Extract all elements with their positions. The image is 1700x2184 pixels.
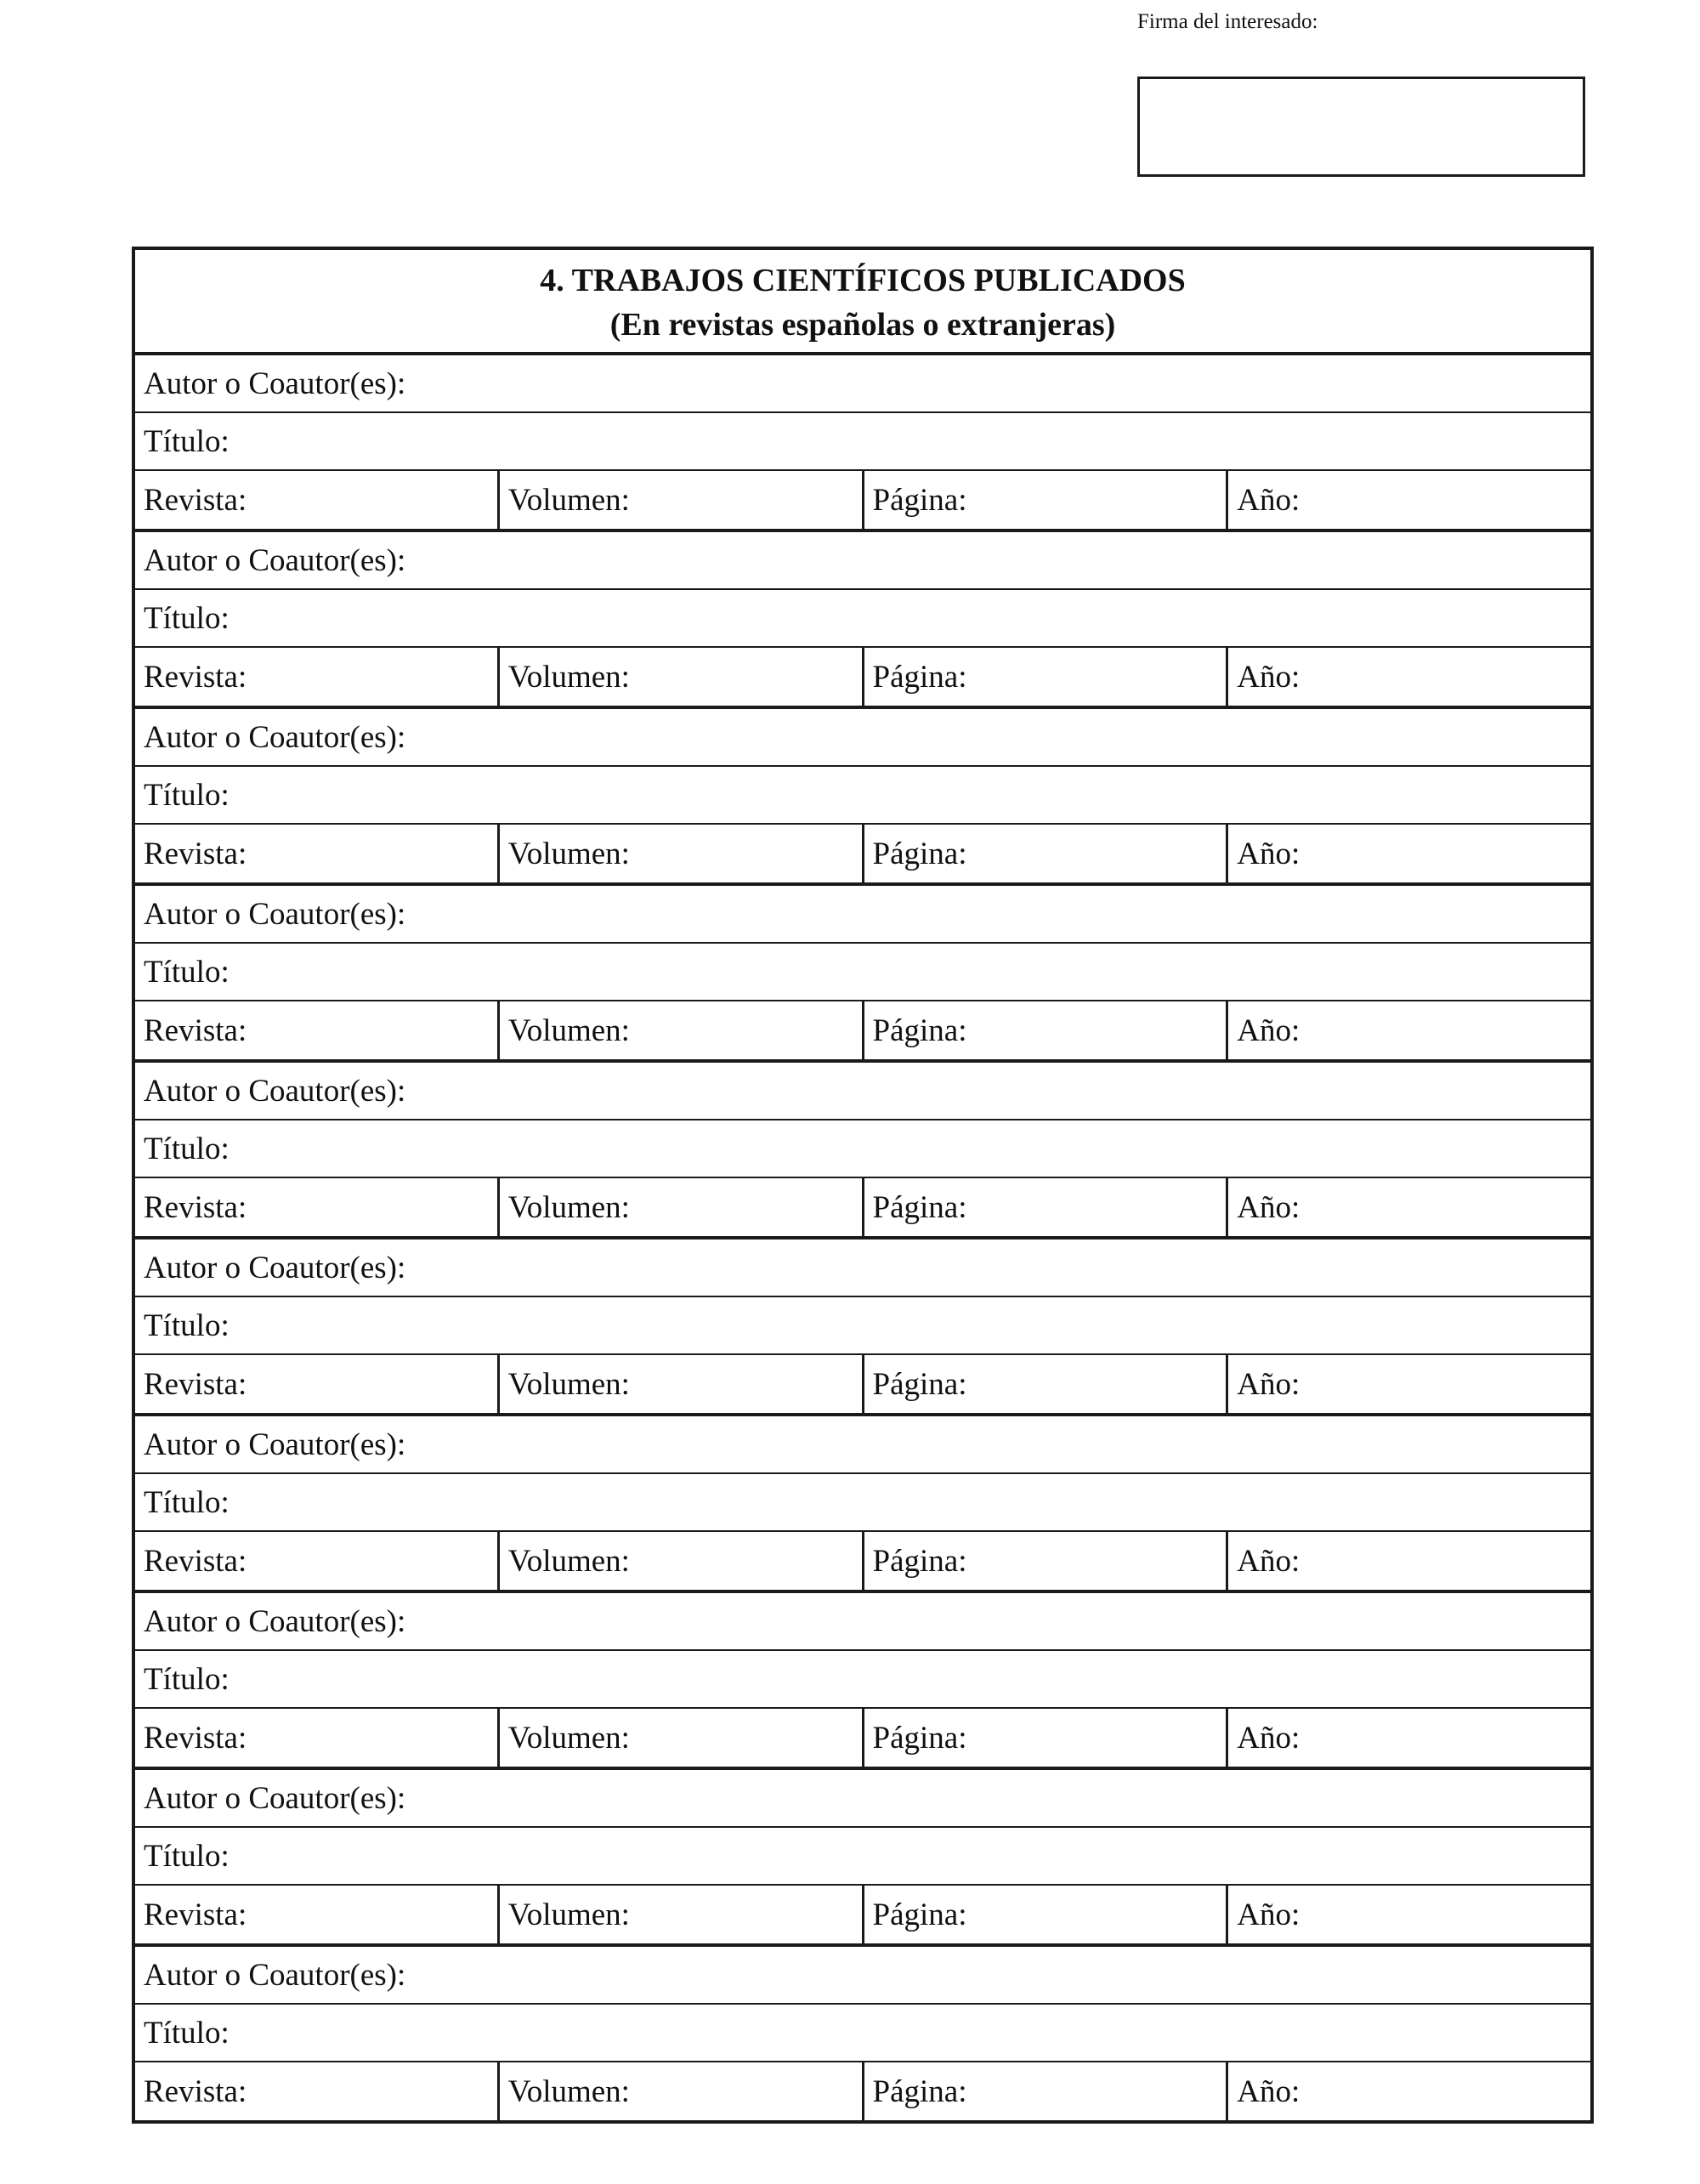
journal-details-row [135, 2062, 1590, 2120]
year-field[interactable] [1228, 1178, 1590, 1236]
page-field[interactable] [864, 2062, 1229, 2120]
year-field[interactable] [1228, 1532, 1590, 1590]
page-label: Página: [872, 1013, 967, 1048]
title-field[interactable] [135, 1474, 1590, 1532]
author-field[interactable] [135, 1770, 1590, 1828]
author-field[interactable] [135, 1593, 1590, 1651]
signature-label: Firma del interesado: [1137, 10, 1318, 33]
author-label: Autor o Coautor(es): [144, 1427, 406, 1462]
title-label: Título: [144, 1838, 230, 1874]
page-label: Página: [872, 1720, 967, 1756]
title-label: Título: [144, 1484, 230, 1520]
journal-field[interactable] [135, 2062, 500, 2120]
volume-field[interactable] [500, 648, 864, 706]
volume-field[interactable] [500, 825, 864, 882]
journal-label: Revista: [144, 482, 247, 518]
title-field[interactable] [135, 767, 1590, 825]
title-label: Título: [144, 777, 230, 813]
title-field[interactable] [135, 1651, 1590, 1709]
title-field[interactable] [135, 1120, 1590, 1178]
title-label: Título: [144, 1308, 230, 1343]
journal-field[interactable] [135, 1355, 500, 1413]
journal-details-row [135, 1709, 1590, 1767]
publication-entry [135, 1947, 1590, 2120]
journal-label: Revista: [144, 1013, 247, 1048]
volume-label: Volumen: [507, 1543, 630, 1579]
page-field[interactable] [864, 471, 1229, 529]
title-field[interactable] [135, 1297, 1590, 1355]
volume-label: Volumen: [507, 1189, 630, 1225]
volume-label: Volumen: [507, 482, 630, 518]
journal-details-row [135, 1532, 1590, 1590]
journal-label: Revista: [144, 659, 247, 695]
year-field[interactable] [1228, 648, 1590, 706]
page-field[interactable] [864, 1532, 1229, 1590]
author-field[interactable] [135, 709, 1590, 767]
year-label: Año: [1237, 1013, 1300, 1048]
title-label: Título: [144, 954, 230, 990]
journal-label: Revista: [144, 2073, 247, 2109]
publication-entry [135, 1416, 1590, 1593]
page-label: Página: [872, 836, 967, 871]
page-label: Página: [872, 2073, 967, 2109]
journal-details-row [135, 825, 1590, 882]
year-label: Año: [1237, 1897, 1300, 1932]
journal-label: Revista: [144, 1897, 247, 1932]
author-field[interactable] [135, 1947, 1590, 2005]
volume-label: Volumen: [507, 836, 630, 871]
author-label: Autor o Coautor(es): [144, 896, 406, 932]
page-label: Página: [872, 1366, 967, 1402]
journal-details-row [135, 471, 1590, 529]
year-label: Año: [1237, 659, 1300, 695]
page-field[interactable] [864, 1355, 1229, 1413]
journal-details-row [135, 1355, 1590, 1413]
volume-field[interactable] [500, 1355, 864, 1413]
volume-label: Volumen: [507, 1897, 630, 1932]
publication-entry [135, 709, 1590, 886]
author-label: Autor o Coautor(es): [144, 366, 406, 401]
year-label: Año: [1237, 1189, 1300, 1225]
volume-field[interactable] [500, 1709, 864, 1767]
title-label: Título: [144, 2015, 230, 2051]
signature-box[interactable] [1137, 77, 1585, 177]
author-label: Autor o Coautor(es): [144, 1957, 406, 1993]
page-label: Página: [872, 1189, 967, 1225]
journal-label: Revista: [144, 1720, 247, 1756]
volume-label: Volumen: [507, 659, 630, 695]
author-field[interactable] [135, 886, 1590, 944]
publications-form [132, 247, 1594, 2124]
journal-field[interactable] [135, 825, 500, 882]
year-field[interactable] [1228, 1001, 1590, 1059]
publication-entry [135, 355, 1590, 532]
year-label: Año: [1237, 1543, 1300, 1579]
journal-details-row [135, 648, 1590, 706]
title-field[interactable] [135, 944, 1590, 1001]
volume-field[interactable] [500, 2062, 864, 2120]
page-label: Página: [872, 659, 967, 695]
author-label: Autor o Coautor(es): [144, 1250, 406, 1285]
journal-field[interactable] [135, 1886, 500, 1943]
journal-field[interactable] [135, 648, 500, 706]
journal-field[interactable] [135, 1532, 500, 1590]
author-label: Autor o Coautor(es): [144, 1780, 406, 1816]
author-field[interactable] [135, 1063, 1590, 1120]
journal-field[interactable] [135, 471, 500, 529]
journal-details-row [135, 1178, 1590, 1236]
page-field[interactable] [864, 825, 1229, 882]
journal-field[interactable] [135, 1709, 500, 1767]
journal-field[interactable] [135, 1178, 500, 1236]
publication-entry [135, 1063, 1590, 1239]
year-field[interactable] [1228, 1709, 1590, 1767]
title-field[interactable] [135, 590, 1590, 648]
author-label: Autor o Coautor(es): [144, 1603, 406, 1639]
author-field[interactable] [135, 532, 1590, 590]
journal-label: Revista: [144, 1543, 247, 1579]
page-field[interactable] [864, 1178, 1229, 1236]
page-label: Página: [872, 1897, 967, 1932]
journal-label: Revista: [144, 1189, 247, 1225]
year-label: Año: [1237, 482, 1300, 518]
year-field[interactable] [1228, 2062, 1590, 2120]
entries-list [135, 355, 1590, 2120]
author-label: Autor o Coautor(es): [144, 542, 406, 578]
publication-entry [135, 886, 1590, 1063]
author-field[interactable] [135, 1416, 1590, 1474]
page-field[interactable] [864, 1709, 1229, 1767]
year-label: Año: [1237, 836, 1300, 871]
year-label: Año: [1237, 1720, 1300, 1756]
year-field[interactable] [1228, 471, 1590, 529]
page-field[interactable] [864, 1001, 1229, 1059]
publication-entry [135, 1239, 1590, 1416]
title-field[interactable] [135, 2005, 1590, 2062]
author-label: Autor o Coautor(es): [144, 719, 406, 755]
title-label: Título: [144, 600, 230, 636]
journal-field[interactable] [135, 1001, 500, 1059]
year-label: Año: [1237, 2073, 1300, 2109]
publication-entry [135, 1770, 1590, 1947]
page-label: Página: [872, 482, 967, 518]
section-header [135, 250, 1590, 355]
publication-entry [135, 532, 1590, 709]
volume-field[interactable] [500, 471, 864, 529]
author-field[interactable] [135, 355, 1590, 413]
page-field[interactable] [864, 648, 1229, 706]
page-label: Página: [872, 1543, 967, 1579]
volume-label: Volumen: [507, 1366, 630, 1402]
section-subtitle: (En revistas españolas o extranjeras) [609, 307, 1116, 343]
section-title: 4. TRABAJOS CIENTÍFICOS PUBLICADOS [540, 263, 1186, 298]
author-field[interactable] [135, 1239, 1590, 1297]
volume-field[interactable] [500, 1001, 864, 1059]
journal-details-row [135, 1001, 1590, 1059]
journal-label: Revista: [144, 1366, 247, 1402]
title-label: Título: [144, 423, 230, 459]
journal-details-row [135, 1886, 1590, 1943]
author-label: Autor o Coautor(es): [144, 1073, 406, 1109]
year-field[interactable] [1228, 1355, 1590, 1413]
volume-label: Volumen: [507, 1720, 630, 1756]
volume-field[interactable] [500, 1886, 864, 1943]
title-field[interactable] [135, 413, 1590, 471]
title-label: Título: [144, 1131, 230, 1166]
volume-field[interactable] [500, 1532, 864, 1590]
title-label: Título: [144, 1661, 230, 1697]
publication-entry [135, 1593, 1590, 1770]
year-field[interactable] [1228, 1886, 1590, 1943]
volume-field[interactable] [500, 1178, 864, 1236]
page-field[interactable] [864, 1886, 1229, 1943]
journal-label: Revista: [144, 836, 247, 871]
year-label: Año: [1237, 1366, 1300, 1402]
year-field[interactable] [1228, 825, 1590, 882]
volume-label: Volumen: [507, 1013, 630, 1048]
title-field[interactable] [135, 1828, 1590, 1886]
volume-label: Volumen: [507, 2073, 630, 2109]
